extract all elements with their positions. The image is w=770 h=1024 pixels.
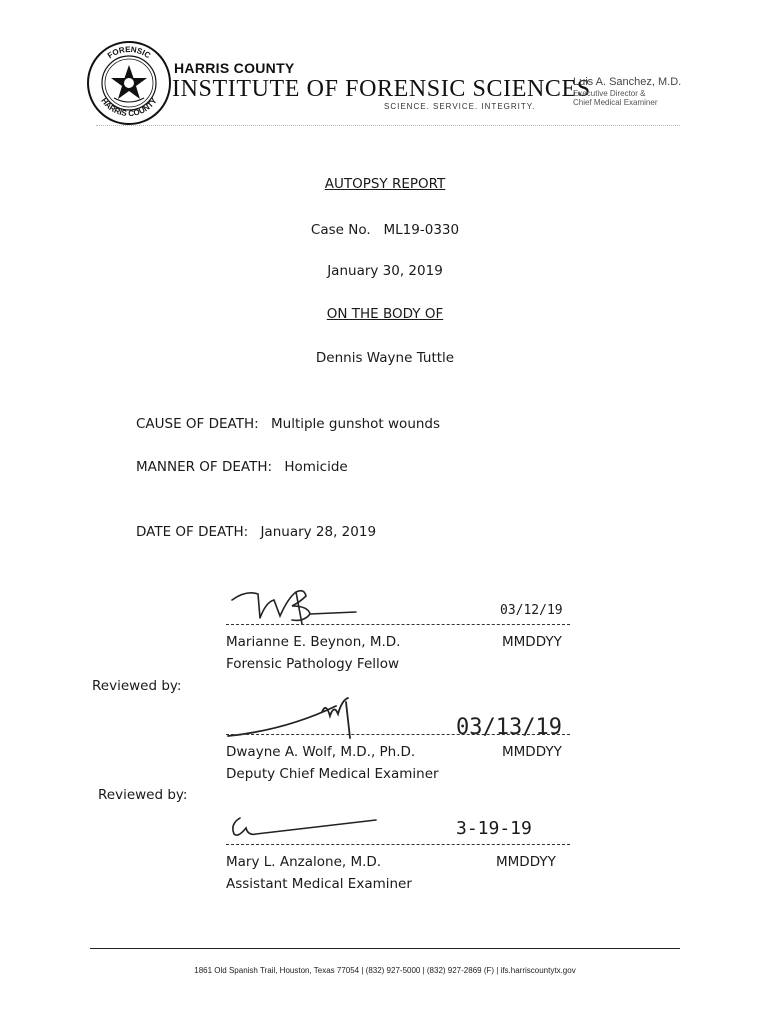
harris-county-seal-icon bbox=[86, 40, 172, 126]
org-name: INSTITUTE OF FORENSIC SCIENCES bbox=[172, 76, 591, 102]
manner-value: Homicide bbox=[284, 459, 348, 475]
org-county: HARRIS COUNTY bbox=[174, 60, 295, 76]
decedent-name: Dennis Wayne Tuttle bbox=[315, 350, 455, 366]
seal-ring-top: FORENSIC bbox=[105, 44, 153, 61]
org-motto: SCIENCE. SERVICE. INTEGRITY. bbox=[384, 102, 536, 111]
signature-beynon bbox=[226, 580, 366, 628]
date-format-2: MMDDYY bbox=[502, 744, 562, 760]
signature-anzalone bbox=[226, 808, 386, 844]
signer-title-1: Forensic Pathology Fellow bbox=[226, 656, 400, 672]
signature-date-1: 03/12/19 bbox=[500, 603, 563, 618]
footer-contact: 1861 Old Spanish Trail, Houston, Texas 77054 | (832) 927-5000 | (832) 927-2869 (F) | ifs.harriscountytx.gov bbox=[194, 966, 576, 975]
signature-line-2 bbox=[226, 734, 570, 735]
reviewed-by-label-1: Reviewed by: bbox=[92, 678, 182, 694]
cause-of-death bbox=[136, 416, 440, 432]
signer-title-2: Deputy Chief Medical Examiner bbox=[226, 766, 439, 782]
signer-title-3: Assistant Medical Examiner bbox=[226, 876, 412, 892]
date-format-3: MMDDYY bbox=[496, 854, 556, 870]
seal-ring-bottom: HARRIS COUNTY bbox=[99, 96, 159, 119]
svg-text:FORENSIC bbox=[106, 45, 152, 60]
signature-date-3: 3-19-19 bbox=[456, 818, 532, 839]
executive-name: Luis A. Sanchez, M.D. bbox=[573, 76, 682, 88]
date-of-death bbox=[136, 524, 376, 540]
footer-divider bbox=[90, 948, 680, 949]
manner-of-death bbox=[136, 459, 348, 475]
executive-title-line2: Chief Medical Examiner bbox=[573, 98, 658, 107]
date-format-1: MMDDYY bbox=[502, 634, 562, 650]
manner-label: MANNER OF DEATH: bbox=[136, 459, 273, 475]
on-the-body-of: ON THE BODY OF bbox=[326, 306, 444, 322]
case-label: Case No. bbox=[310, 222, 371, 238]
report-date: January 30, 2019 bbox=[327, 263, 443, 279]
executive-title-line1: Executive Director & bbox=[573, 89, 646, 98]
date-of-death-label: DATE OF DEATH: bbox=[136, 524, 249, 540]
signature-line-3 bbox=[226, 844, 570, 845]
date-of-death-value: January 28, 2019 bbox=[260, 524, 377, 540]
report-title: AUTOPSY REPORT bbox=[324, 176, 446, 192]
signer-name-2: Dwayne A. Wolf, M.D., Ph.D. bbox=[226, 744, 416, 760]
cause-value: Multiple gunshot wounds bbox=[270, 416, 441, 432]
reviewed-by-label-2: Reviewed by: bbox=[98, 787, 188, 803]
signature-line-1 bbox=[226, 624, 570, 625]
cause-label: CAUSE OF DEATH: bbox=[136, 416, 259, 432]
signer-name-1: Marianne E. Beynon, M.D. bbox=[226, 634, 401, 650]
header-divider bbox=[96, 125, 680, 126]
case-number: ML19-0330 bbox=[383, 222, 460, 238]
signature-date-2: 03/13/19 bbox=[456, 715, 562, 740]
executive-block bbox=[573, 76, 681, 107]
signature-wolf bbox=[226, 692, 386, 744]
case-number-line bbox=[0, 222, 770, 238]
signer-name-3: Mary L. Anzalone, M.D. bbox=[226, 854, 382, 870]
